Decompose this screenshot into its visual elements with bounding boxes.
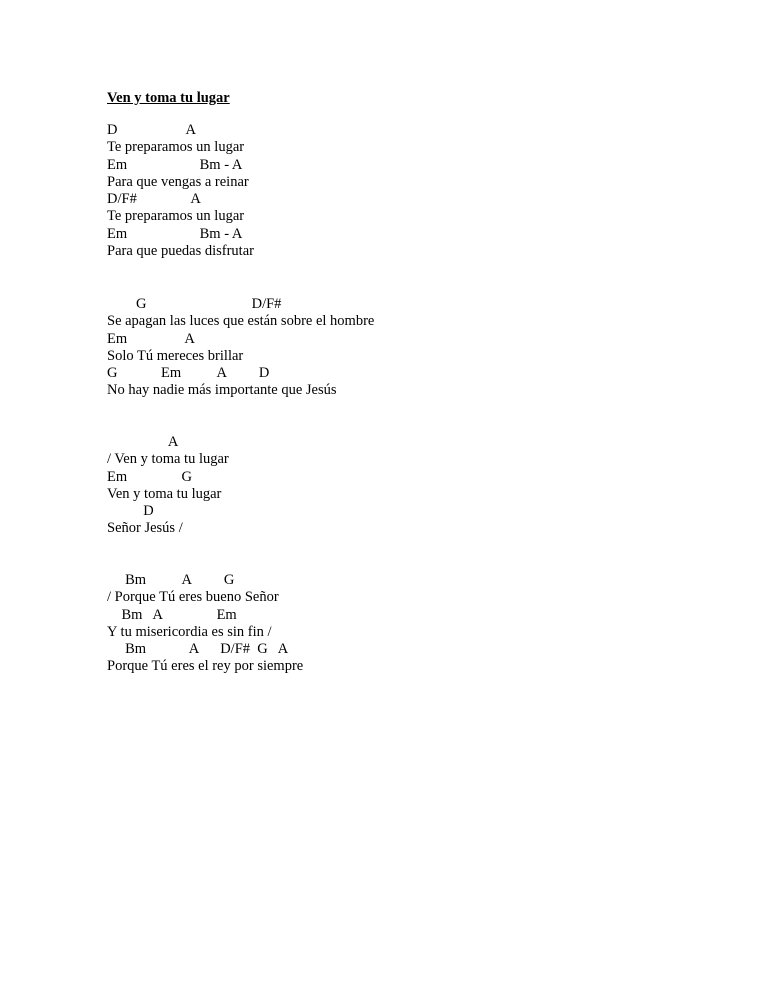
lyric-line: Porque Tú eres el rey por siempre xyxy=(107,658,304,675)
lyric-line: Y tu misericordia es sin fin / xyxy=(107,623,272,640)
chord-line: Em Bm - A xyxy=(107,225,243,242)
lyric-line: Ven y toma tu lugar xyxy=(107,485,222,502)
lyric-line: Señor Jesús / xyxy=(107,520,183,537)
stanza-verse-2 xyxy=(107,296,374,400)
chord-line: Bm A G xyxy=(107,572,235,588)
song-title: Ven y toma tu lugar xyxy=(107,90,230,106)
lyric-line: Solo Tú mereces brillar xyxy=(107,347,244,364)
chord-line: G Em A D xyxy=(107,365,270,382)
lyric-line: No hay nadie más importante que Jesús xyxy=(107,382,337,399)
lyric-line: / Ven y toma tu lugar xyxy=(107,451,229,468)
chord-line: Em Bm - A xyxy=(107,156,243,173)
lyric-line: Para que puedas disfrutar xyxy=(107,243,254,260)
chord-line: Bm A D/F# G A xyxy=(107,641,289,658)
lyric-line: Te preparamos un lugar xyxy=(107,139,245,156)
stanza-verse-1 xyxy=(107,122,254,260)
chord-line: D A xyxy=(107,122,197,138)
stanza-bridge xyxy=(107,572,303,676)
chord-line: Em A xyxy=(107,330,195,347)
stanza-chorus xyxy=(107,434,229,538)
lyric-line: Se apagan las luces que están sobre el hombre xyxy=(107,313,375,330)
chord-line: D xyxy=(107,503,154,520)
lyric-line: Te preparamos un lugar xyxy=(107,208,245,225)
lyric-line: Para que vengas a reinar xyxy=(107,173,249,190)
chord-line: Bm A Em xyxy=(107,606,237,623)
chord-line: A xyxy=(107,434,179,450)
chord-line: D/F# A xyxy=(107,191,201,208)
chord-line: G D/F# xyxy=(107,296,282,312)
lyric-line: / Porque Tú eres bueno Señor xyxy=(107,589,279,606)
chord-line: Em G xyxy=(107,468,192,485)
